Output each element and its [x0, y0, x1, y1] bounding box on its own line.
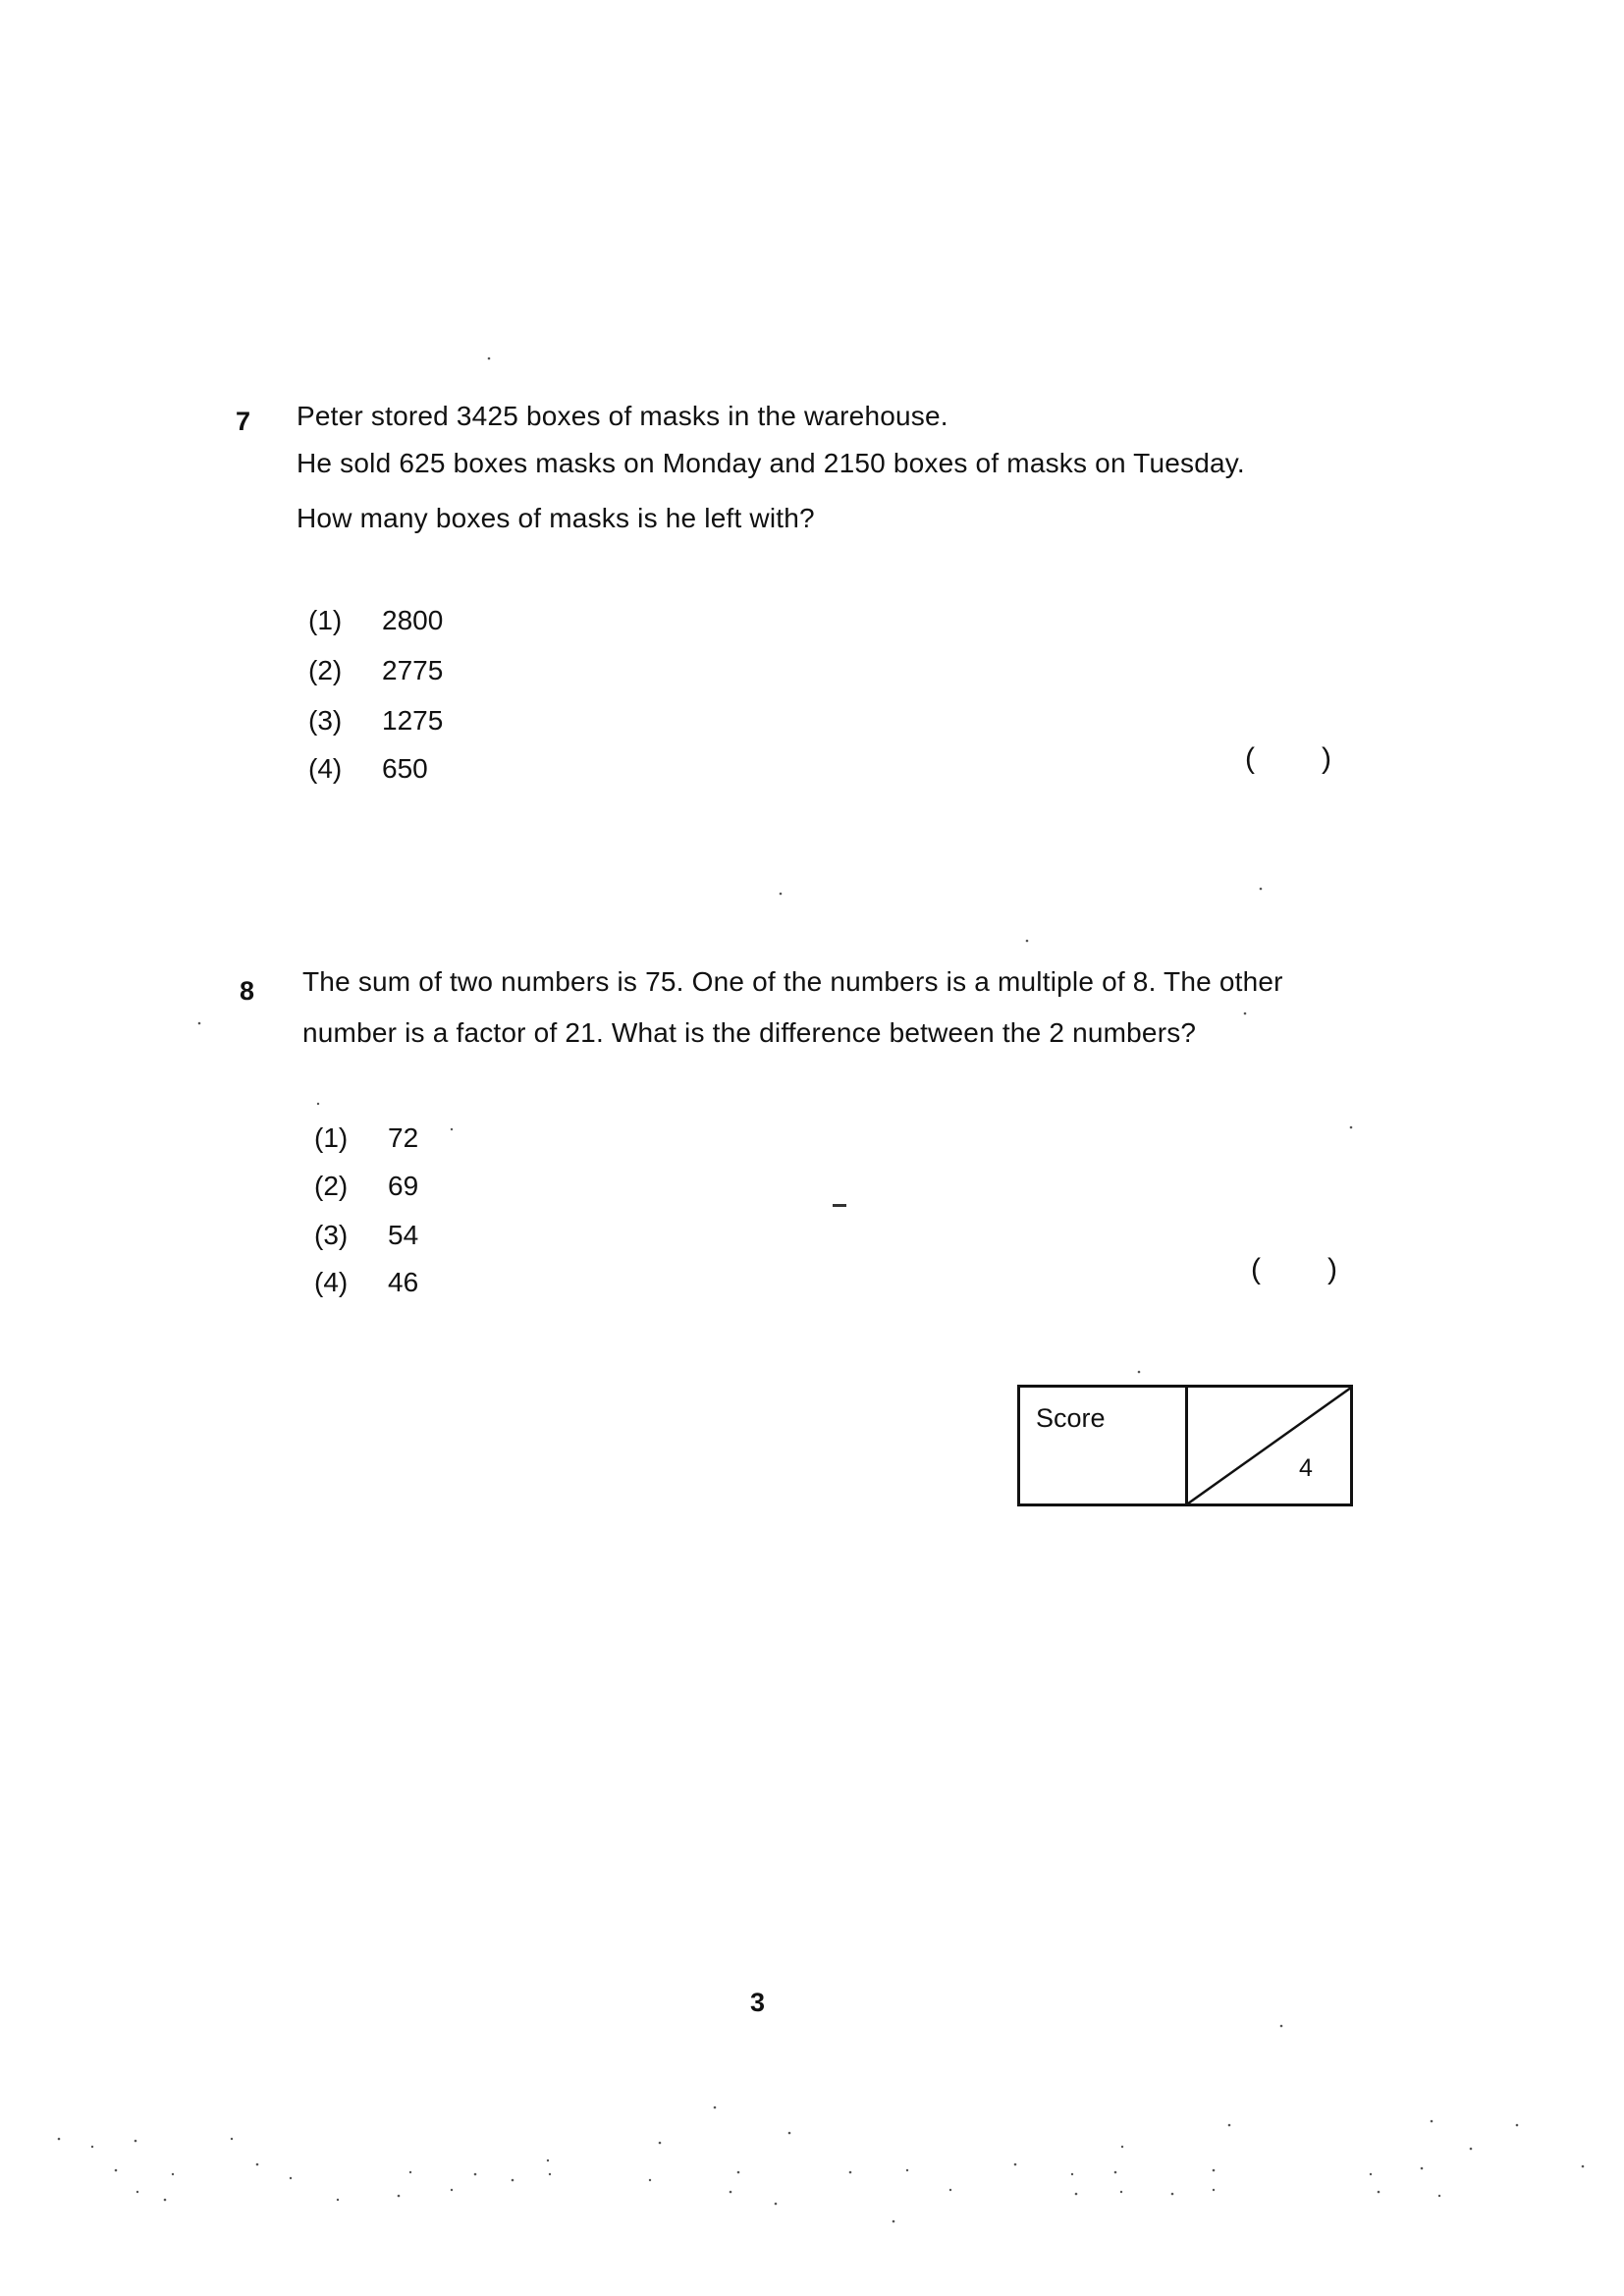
option-value: 1275 — [382, 705, 444, 736]
answer-bracket[interactable]: ( ) — [1251, 1253, 1337, 1285]
question-number: 7 — [236, 407, 251, 436]
option-label: (3) — [314, 1220, 349, 1250]
score-label: Score — [1036, 1403, 1106, 1433]
question-number: 8 — [240, 976, 255, 1006]
page-number: 3 — [750, 1988, 766, 2017]
question-text-line: The sum of two numbers is 75. One of the numbers is a multiple of 8. The other — [302, 966, 1283, 997]
option-value: 54 — [388, 1220, 419, 1250]
option-label: (3) — [308, 705, 343, 736]
option-value: 72 — [388, 1122, 419, 1153]
answer-bracket[interactable]: ( ) — [1245, 742, 1331, 775]
score-total: 4 — [1299, 1454, 1313, 1482]
option-label: (2) — [314, 1171, 349, 1201]
option-value: 46 — [388, 1267, 419, 1297]
option-label: (1) — [308, 605, 343, 635]
question-text-line: number is a factor of 21. What is the difference between the 2 numbers? — [302, 1017, 1197, 1048]
option-value: 2775 — [382, 655, 444, 685]
option-value: 69 — [388, 1171, 419, 1201]
option-label: (1) — [314, 1122, 349, 1153]
option-label: (4) — [314, 1267, 349, 1297]
question-text-line: He sold 625 boxes masks on Monday and 2150 boxes of masks on Tuesday. — [297, 448, 1245, 478]
option-value: 650 — [382, 753, 428, 784]
option-label: (4) — [308, 753, 343, 784]
question-text-line: Peter stored 3425 boxes of masks in the warehouse. — [297, 401, 948, 431]
question-text-line: How many boxes of masks is he left with? — [297, 503, 815, 533]
option-value: 2800 — [382, 605, 444, 635]
option-label: (2) — [308, 655, 343, 685]
